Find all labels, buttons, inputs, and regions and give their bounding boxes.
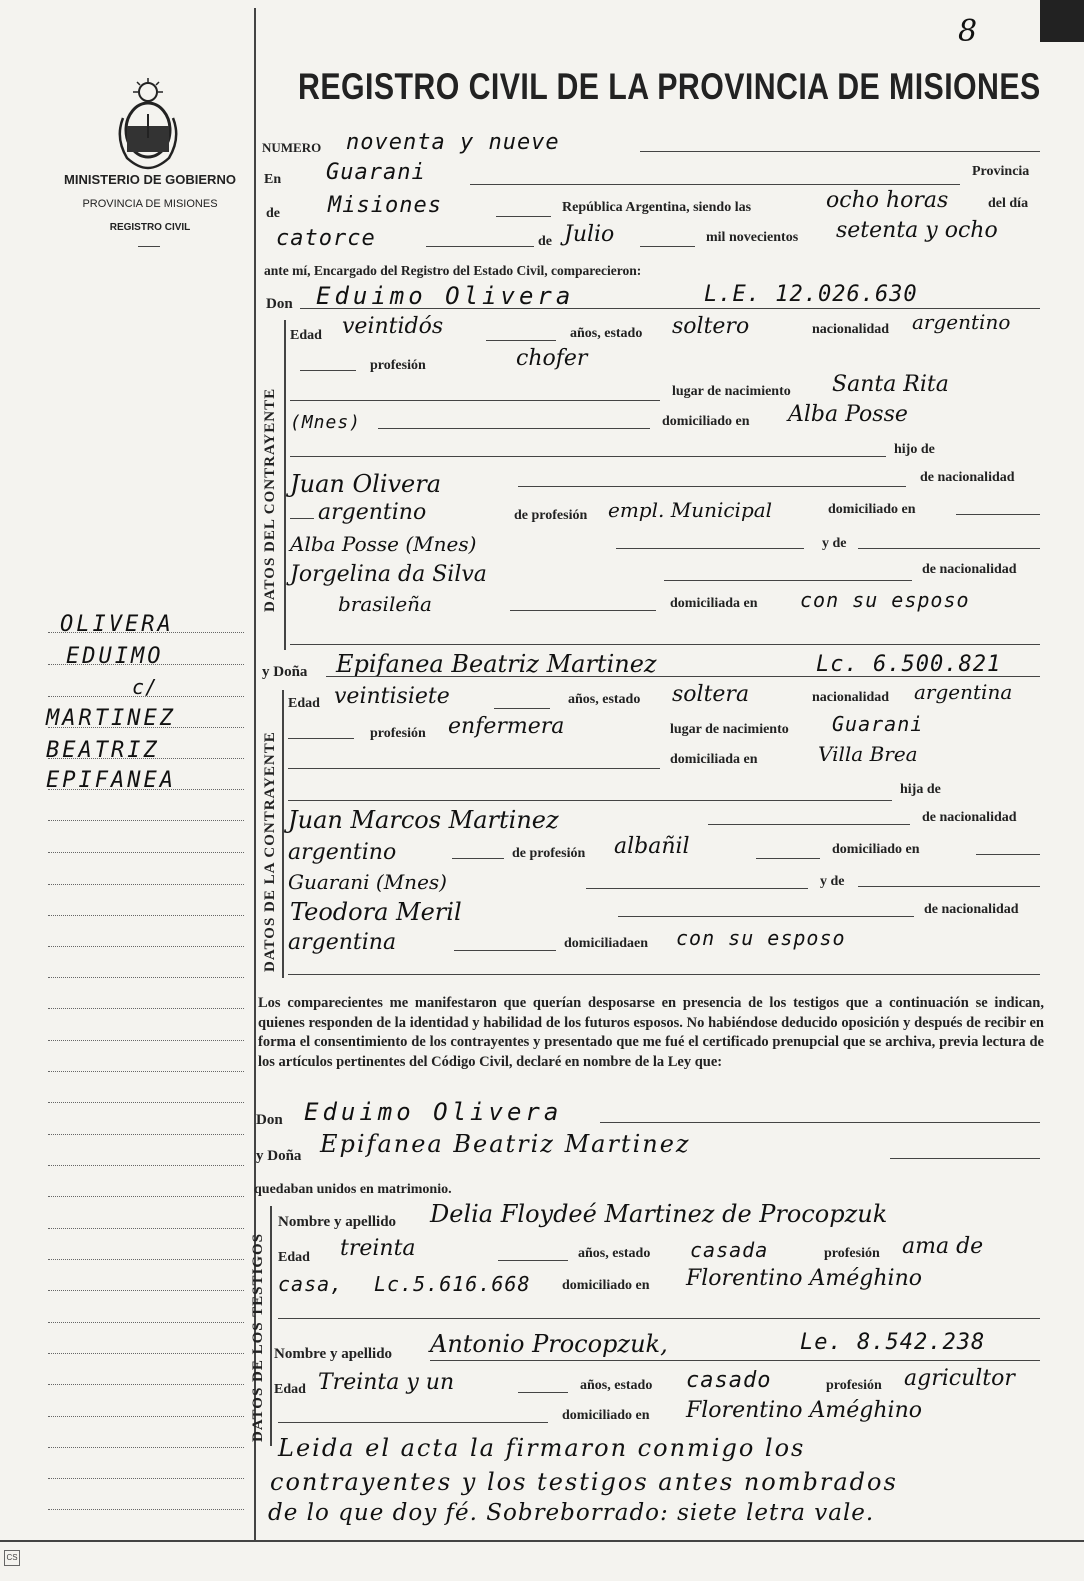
label-domiciliada-2: domiciliadaen	[564, 936, 649, 951]
bride-madre: Teodora Meril	[290, 898, 462, 926]
label-del-dia: del día	[988, 196, 1029, 211]
scan-edge-mark	[1040, 0, 1084, 42]
label-y-de-2: y de	[820, 874, 845, 889]
label-provincia: Provincia	[972, 164, 1030, 179]
declaration-paragraph: Los comparecientes me manifestaron que querían desposarse en presencia de los testigos que a continuación se indican, quienes responden de la identidad y habilidad de los futuros esposos. No habiéndose deducido oposición y después de recibir en forma el consentimiento de los contrayentes y presentado que me fué el certificado prenupcial que se archiva, previa lectura de los artículos pertinentes del Código Civil, declaré en nombre de la Ley que:	[258, 995, 1044, 1070]
groom-padre: Juan Olivera	[290, 470, 442, 498]
label-domiciliado-padre: domiciliado en	[828, 502, 916, 517]
bride-nacionalidad: argentina	[914, 680, 1013, 704]
bride-section-border	[282, 690, 284, 978]
label-quedaban: quedaban unidos en matrimonio.	[254, 1182, 452, 1197]
value-provincia: Misiones	[328, 193, 442, 218]
witness-section-label: DATOS DE LOS TESTIGOS	[250, 1233, 266, 1442]
witness-section-border	[270, 1206, 272, 1446]
bride-section-label: DATOS DE LA CONTRAYENTE	[262, 731, 278, 972]
label-lugar-groom: lugar de nacimiento	[672, 384, 791, 399]
label-anos-estado-w1: años, estado	[578, 1246, 651, 1261]
label-don-final: Don	[256, 1112, 283, 1128]
office-name: REGISTRO CIVIL	[109, 222, 191, 233]
groom-profesion: chofer	[516, 346, 588, 371]
groom-name: Eduimo Olivera	[316, 282, 575, 310]
closing-line-3: de lo que doy fé. Sobreborrado: siete letra vale.	[268, 1500, 875, 1526]
label-nombre-w1: Nombre y apellido	[278, 1214, 397, 1230]
groom-document: L.E. 12.026.630	[704, 282, 918, 307]
groom-section-border	[284, 320, 286, 650]
label-hija-de: hija de	[900, 782, 941, 797]
witness1-estado: casada	[690, 1238, 769, 1262]
bride-padre: Juan Marcos Martinez	[288, 806, 559, 834]
witness2-profesion: agricultor	[904, 1366, 1015, 1391]
page-number: 8	[958, 14, 978, 49]
groom-nacimiento: Santa Rita	[832, 372, 949, 397]
scanner-badge: CS	[4, 1550, 20, 1566]
label-nacionalidad-bride: nacionalidad	[812, 690, 890, 705]
label-edad-w2: Edad	[274, 1382, 306, 1397]
witness1-domicilio: Florentino Améghino	[686, 1266, 923, 1291]
margin-note-line: OLIVERA	[60, 612, 174, 637]
label-edad-groom: Edad	[290, 328, 322, 343]
witness1-name: Delia Floydeé Martinez de Procopzuk	[430, 1200, 888, 1228]
witness2-name: Antonio Procopzuk,	[430, 1330, 668, 1358]
groom-edad: veintidós	[342, 314, 444, 339]
label-nombre-w2: Nombre y apellido	[274, 1346, 393, 1362]
bride-document: Lc. 6.500.821	[816, 652, 1002, 677]
groom-nacionalidad: argentino	[912, 310, 1011, 334]
label-nacionalidad-groom: nacionalidad	[812, 322, 890, 337]
margin-note-line: BEATRIZ	[46, 738, 160, 763]
label-y-dona: y Doña	[262, 664, 308, 680]
margin-note-line: EPIFANEA	[46, 768, 176, 793]
label-domiciliado-bride-padre: domiciliado en	[832, 842, 920, 857]
bride-padre-nacionalidad: argentino	[288, 840, 397, 865]
margin-note-line: EDUIMO	[66, 644, 164, 669]
bride-profesion: enfermera	[448, 714, 565, 739]
label-de-nacionalidad-3: de nacionalidad	[922, 810, 1017, 825]
label-edad-w1: Edad	[278, 1250, 310, 1265]
label-ante: ante mí, Encargado del Registro del Estado Civil, comparecieron:	[264, 263, 642, 278]
groom-padre-domicilio: Alba Posse (Mnes)	[290, 532, 477, 556]
witness1-profesion: ama de	[902, 1234, 984, 1259]
bride-domicilio: Villa Brea	[818, 742, 918, 766]
label-domiciliado-w1: domiciliado en	[562, 1278, 650, 1293]
witness2-domicilio: Florentino Améghino	[686, 1398, 923, 1423]
value-lugar: Guarani	[326, 160, 426, 185]
label-de-nacionalidad-1: de nacionalidad	[920, 470, 1015, 485]
groom-madre-nacionalidad: brasileña	[338, 592, 432, 616]
bride-estado: soltera	[672, 682, 750, 707]
don-final-name: Eduimo Olivera	[304, 1098, 563, 1126]
bride-padre-domicilio: Guarani (Mnes)	[288, 870, 447, 894]
witness2-document: Le. 8.542.238	[800, 1330, 986, 1355]
document-title: REGISTRO CIVIL DE LA PROVINCIA DE MISIONES	[298, 66, 1041, 107]
dona-final-name: Epifanea Beatriz Martinez	[320, 1130, 691, 1158]
label-domiciliada-bride: domiciliada en	[670, 752, 758, 767]
value-dia: catorce	[276, 226, 376, 251]
label-hijo-de: hijo de	[894, 442, 935, 457]
label-de: de	[266, 206, 280, 221]
witness2-edad: Treinta y un	[318, 1370, 455, 1395]
label-dona-final: y Doña	[256, 1148, 302, 1164]
value-hora: ocho horas	[826, 188, 949, 213]
label-domiciliado-groom: domiciliado en	[662, 414, 750, 429]
label-de-mes: de	[538, 234, 552, 249]
label-anos-estado-w2: años, estado	[580, 1378, 653, 1393]
label-republica: República Argentina, siendo las	[562, 200, 752, 215]
groom-estado: soltero	[672, 314, 750, 339]
bride-padre-profesion: albañil	[614, 834, 690, 859]
groom-madre: Jorgelina da Silva	[290, 562, 487, 587]
label-de-profesion-1: de profesión	[514, 508, 588, 523]
bride-edad: veintisiete	[334, 684, 450, 709]
label-de-nacionalidad-2: de nacionalidad	[922, 562, 1017, 577]
groom-padre-nacionalidad: argentino	[318, 500, 427, 525]
label-anos-estado-groom: años, estado	[570, 326, 643, 341]
label-numero: NUMERO	[262, 140, 322, 155]
bride-nacimiento: Guarani	[832, 712, 924, 736]
label-lugar-bride: lugar de nacimiento	[670, 722, 789, 737]
witness1-edad: treinta	[340, 1236, 416, 1261]
ministry-name: MINISTERIO DE GOBIERNO	[64, 172, 236, 187]
label-en: En	[264, 172, 282, 187]
ministry-divider	[138, 246, 160, 247]
province-name: PROVINCIA DE MISIONES	[82, 198, 218, 210]
closing-line-1: Leida el acta la firmaron conmigo los	[278, 1434, 806, 1462]
value-numero: noventa y nueve	[346, 130, 560, 155]
label-profesion-w2: profesión	[826, 1378, 882, 1393]
label-don: Don	[266, 296, 293, 312]
label-edad-bride: Edad	[288, 696, 320, 711]
witness1-profesion-2: casa,	[278, 1272, 344, 1296]
groom-padre-profesion: empl. Municipal	[608, 498, 773, 522]
bride-name: Epifanea Beatriz Martinez	[336, 650, 657, 678]
groom-section-label: DATOS DEL CONTRAYENTE	[262, 387, 278, 612]
value-anio: setenta y ocho	[836, 218, 998, 243]
groom-nacimiento-2: (Mnes)	[290, 412, 362, 433]
label-domiciliado-w2: domiciliado en	[562, 1408, 650, 1423]
bottom-border	[0, 1540, 1084, 1542]
label-domiciliada-1: domiciliada en	[670, 596, 758, 611]
label-profesion-w1: profesión	[824, 1246, 880, 1261]
groom-madre-domicilio: con su esposo	[800, 588, 970, 612]
value-mes: Julio	[564, 222, 615, 247]
coat-of-arms-icon	[113, 78, 183, 170]
bride-madre-domicilio: con su esposo	[676, 926, 846, 950]
label-mil: mil novecientos	[706, 230, 799, 245]
label-de-profesion-2: de profesión	[512, 846, 586, 861]
witness1-document: Lc.5.616.668	[374, 1272, 531, 1296]
label-de-nacionalidad-4: de nacionalidad	[924, 902, 1019, 917]
margin-note-line: c/	[132, 675, 159, 699]
witness2-estado: casado	[686, 1368, 772, 1393]
bride-madre-nacionalidad: argentina	[288, 930, 397, 955]
label-anos-estado-bride: años, estado	[568, 692, 641, 707]
groom-domicilio: Alba Posse	[788, 402, 908, 427]
label-profesion-bride: profesión	[370, 726, 426, 741]
label-profesion-groom: profesión	[370, 358, 426, 373]
closing-line-2: contrayentes y los testigos antes nombrados	[270, 1468, 898, 1496]
label-y-de-1: y de	[822, 536, 847, 551]
margin-note-line: MARTINEZ	[46, 706, 176, 731]
